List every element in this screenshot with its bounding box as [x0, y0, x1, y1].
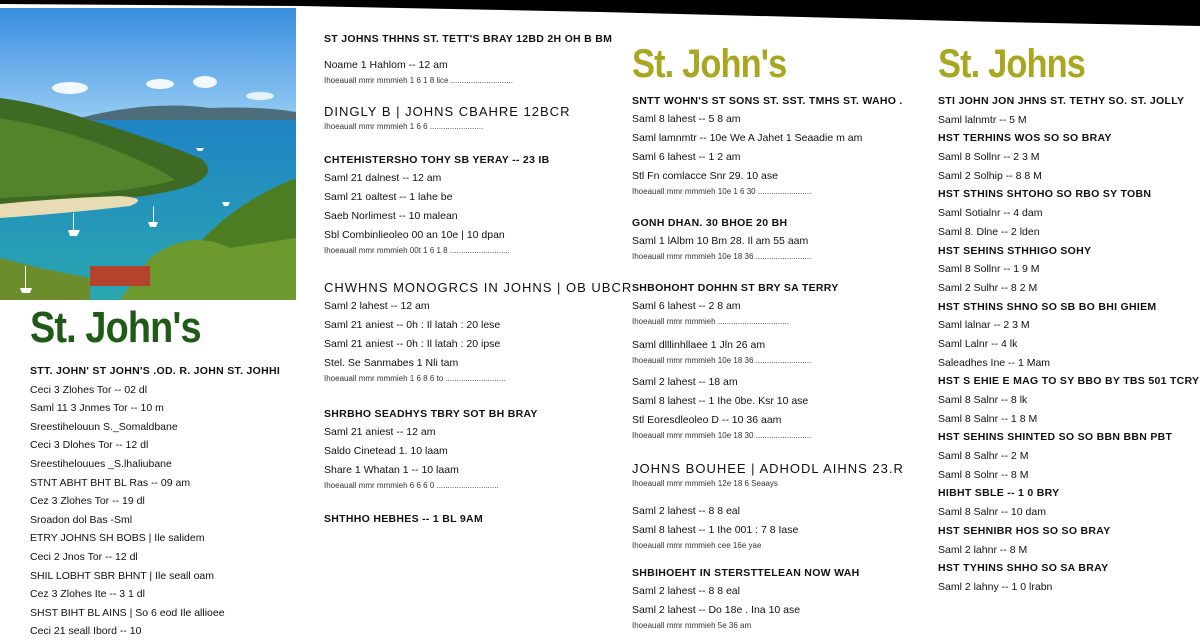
menu-line: Noame 1 Hahlom -- 12 am — [324, 59, 448, 71]
menu-line: Saml 21 aniest -- 0h : Il latah : 20 lese — [324, 319, 501, 331]
menu-line: Sroadon dol Bas -Sml — [30, 513, 133, 526]
menu-line: Saml Sotialnr -- 4 dam — [938, 207, 1043, 220]
menu-line: Saml 21 aniest -- 12 am — [324, 426, 436, 438]
menu-line: Stel. Se Sanmabes 1 Nli tam — [324, 357, 459, 369]
menu-line: Sreestihelouun S._Somaldbane — [30, 420, 178, 433]
menu-line: Sreestihelouues _S.lhaliubane — [30, 457, 172, 470]
menu-line: Saml 2 lahnr -- 8 M — [938, 543, 1028, 556]
menu-line-note: Ihoeauall mmr mmmieh cee 16e yae — [632, 541, 762, 550]
column-1-title: St. John's — [30, 303, 201, 352]
menu-line: Ceci 3 Dlohes Tor -- 12 dl — [30, 439, 149, 452]
column-2 — [324, 30, 633, 528]
menu-line: Ceci 3 Zlohes Tor -- 02 dl — [30, 383, 148, 396]
menu-line: Saml 8 lahest -- 5 8 am — [632, 113, 741, 125]
menu-line-note: Ihoeauall mmr mmmieh 6 6 6 0 ............................ — [324, 481, 499, 490]
menu-line: Saml dlllinhllaee 1 Jln 26 am — [632, 339, 766, 351]
menu-line: Saml 8 Sollnr -- 2 3 M — [938, 151, 1040, 164]
menu-block — [632, 214, 902, 263]
menu-line: Saml 8 Salnr -- 8 lk — [938, 394, 1028, 406]
menu-line: Saml 21 dalnest -- 12 am — [324, 172, 442, 184]
menu-block — [324, 30, 613, 48]
section-heading: HST STHINS SHNO SO SB BO BHI GHIEM — [938, 300, 1157, 313]
section-heading: SHBIHOEHT IN STERSTTELEAN NOW WAH — [632, 567, 860, 579]
menu-line: STNT ABHT BHT BL Ras -- 09 am — [30, 476, 191, 489]
menu-block — [632, 336, 902, 367]
menu-line: Saml 8 Salhr -- 2 M — [938, 450, 1029, 463]
menu-line-note: Ihoeauall mmr mmmieh 10e 18 36 ......................... — [632, 252, 812, 261]
section-heading: HST TERHINS WOS SO SO BRAY — [938, 132, 1112, 145]
menu-line: SHIL LOBHT SBR BHNT | Ile seall oam — [30, 569, 215, 582]
menu-line: Sbl Combinlieoleo 00 an 10e | 10 dpan — [324, 229, 505, 241]
menu-line-note: Ihoeauall mmr mmmieh 12e 18 6 Seaays — [632, 479, 778, 488]
menu-block — [632, 92, 902, 198]
section-heading: CHWHNS MONOGRCS IN JOHNS | OB UBCR — [324, 280, 633, 295]
menu-block — [632, 373, 902, 442]
section-heading: SNTT WOHN'S ST SONS ST. SST. TMHS ST. WAHO . — [632, 95, 903, 107]
menu-line: Saml lalnar -- 2 3 M — [938, 319, 1030, 332]
column-2-blocks — [324, 30, 633, 528]
section-heading: SHBOHOHT DOHHN ST BRY SA TERRY — [632, 282, 839, 294]
column-4-title: St. Johns — [938, 42, 1086, 86]
column-4 — [938, 42, 1200, 597]
menu-line: Saml lamnmtr -- 10e We A Jahet 1 Seaadie m am — [632, 132, 863, 144]
menu-line: Share 1 Whatan 1 -- 10 laam — [324, 464, 459, 476]
menu-line: Saml 2 Solhip -- 8 8 M — [938, 169, 1042, 182]
menu-block — [324, 103, 604, 133]
menu-line: Saml 2 lahest -- 18 am — [632, 376, 738, 388]
menu-line-note: Ihoeauall mmr mmmieh 10e 1 6 30 ........................ — [632, 187, 812, 196]
menu-line: Saml 6 lahest -- 1 2 am — [632, 151, 741, 163]
section-heading: HIBHT SBLE -- 1 0 BRY — [938, 487, 1060, 500]
menu-line-note: Ihoeauall mmr mmmieh 10e 18 30 ......................... — [632, 431, 812, 440]
menu-line: Cez 3 Zlohes Tor -- 19 dl — [30, 495, 145, 508]
menu-line-note: Ihoeauall mmr mmmieh ................................ — [632, 317, 789, 326]
section-heading: HST STHINS SHTOHO SO RBO SY TOBN — [938, 188, 1152, 201]
menu-line: Saml lalnmtr -- 5 M — [938, 113, 1027, 126]
menu-line: Saml 2 lahest -- 8 8 eal — [632, 505, 740, 517]
menu-line: Saldo Cinetead 1. 10 laam — [324, 445, 448, 457]
menu-line: Ceci 21 seall Ibord -- 10 — [30, 625, 142, 638]
menu-line: Saml 8 Sollnr -- 1 9 M — [938, 263, 1040, 276]
menu-line: Saml 8. Dlne -- 2 lden — [938, 225, 1040, 238]
section-heading: GONH DHAN. 30 BHOE 20 BH — [632, 217, 788, 229]
section-heading: HST SEHINS SHINTED SO SO BBN BBN PBT — [938, 431, 1173, 444]
column-4-lines — [938, 92, 1200, 597]
menu-line: Saml 1 lAlbm 10 Bm 28. Il am 55 aam — [632, 235, 809, 247]
menu-line: SHST BIHT BL AINS | So 6 eod Ile allioee — [30, 606, 225, 619]
menu-line: Saml 21 oaltest -- 1 lahe be — [324, 191, 453, 203]
column-3-blocks — [632, 92, 902, 632]
menu-block — [324, 510, 604, 528]
menu-line-note: Ihoeauall mmr mmmieh 1 6 1 8 lice ............................ — [324, 76, 513, 85]
section-heading: HST SEHINS STHHIGO SOHY — [938, 244, 1092, 257]
menu-line: Saml 2 lahest -- Do 18e . Ina 10 ase — [632, 604, 801, 616]
section-heading: ST JOHNS THHNS ST. TETT'S BRAY 12BD 2H OH B BM — [324, 33, 613, 45]
section-heading: HST SEHNIBR HOS SO SO BRAY — [938, 524, 1111, 537]
section-heading: DINGLY B | JOHNS CBAHRE 12BCR — [324, 104, 571, 119]
section-heading: SHTHHO HEBHES -- 1 BL 9AM — [324, 513, 483, 525]
column-3 — [632, 44, 902, 632]
menu-line: Cez 3 Zlohes Ite -- 3 1 dl — [30, 588, 145, 601]
menu-block — [632, 279, 902, 328]
section-heading: HST S EHIE E MAG TO SY BBO BY TBS 501 TCRY — [938, 375, 1200, 388]
menu-line: Saeb Norlimest -- 10 malean — [324, 210, 458, 222]
menu-block — [324, 151, 604, 257]
section-heading: CHTEHISTERSHO TOHY SB YERAY -- 23 IB — [324, 154, 550, 166]
section-heading: SHRBHO SEADHYS TBRY SOT BH BRAY — [324, 408, 538, 420]
menu-line: Saml Lalnr -- 4 lk — [938, 337, 1018, 350]
menu-line: Stl Fn comlacce Snr 29. 10 ase — [632, 170, 778, 182]
menu-block — [324, 56, 604, 87]
menu-block — [632, 502, 902, 552]
menu-line: ETRY JOHNS SH BOBS | Ile salidem — [30, 532, 205, 545]
menu-line-note: Ihoeauall mmr mmmieh 10e 18 36 ......................... — [632, 356, 812, 365]
menu-line: Saml 8 Salnr -- 1 8 M — [938, 412, 1038, 425]
menu-line: Saml 8 lahest -- 1 Ihe 001 : 7 8 Iase — [632, 524, 799, 536]
menu-line: Saml 6 lahest -- 2 8 am — [632, 300, 741, 312]
menu-line-note: Ihoeauall mmr mmmieh 00t 1 6 1 8 ........................... — [324, 246, 510, 255]
menu-line: Stl Eoresdleoleo D -- 10 36 aam — [632, 414, 782, 426]
coastal-bay-photo — [0, 8, 296, 300]
section-heading: STT. JOHN' ST JOHN'S .OD. R. JOHN ST. JOHHI — [30, 365, 281, 377]
menu-block — [632, 460, 902, 490]
menu-line: Saml 2 Sulhr -- 8 2 M — [938, 281, 1038, 294]
column-3-title: St. John's — [632, 42, 787, 86]
section-heading: JOHNS BOUHEE | ADHODL AIHNS 23.R — [632, 461, 904, 476]
menu-line: Saml 21 aniest -- 0h : Il latah : 20 ipse — [324, 338, 501, 350]
menu-line-note: Ihoeauall mmr mmmieh 1 6 8 6 to ........................... — [324, 374, 506, 383]
menu-block — [632, 564, 902, 632]
column-1 — [30, 303, 290, 641]
menu-line: Saml 2 lahest -- 8 8 eal — [632, 585, 740, 597]
menu-line: Saml 8 Solnr -- 8 M — [938, 468, 1029, 481]
column-1-lines — [30, 362, 290, 641]
menu-line: Saml 8 Salnr -- 10 dam — [938, 506, 1046, 519]
menu-block — [324, 405, 604, 492]
menu-line-note: Ihoeauall mmr mmmieh 5e 36 am — [632, 621, 752, 630]
section-heading: HST TYHINS SHHO SO SA BRAY — [938, 562, 1109, 575]
menu-block — [324, 279, 633, 385]
menu-line: Saml 2 lahest -- 12 am — [324, 300, 430, 312]
menu-line: Saml 2 lahny -- 1 0 lrabn — [938, 580, 1053, 593]
menu-line: Saleadhes Ine -- 1 Mam — [938, 356, 1051, 369]
menu-line: Saml 11 3 Jnmes Tor -- 10 m — [30, 402, 164, 415]
menu-line: Saml 8 lahest -- 1 Ihe 0be. Ksr 10 ase — [632, 395, 809, 407]
menu-line: Ceci 2 Jnos Tor -- 12 dl — [30, 550, 138, 563]
section-heading: STI JOHN JON JHNS ST. TETHY SO. ST. JOLLY — [938, 95, 1185, 107]
menu-line-note: Ihoeauall mmr mmmieh 1 6 6 ........................ — [324, 122, 484, 131]
